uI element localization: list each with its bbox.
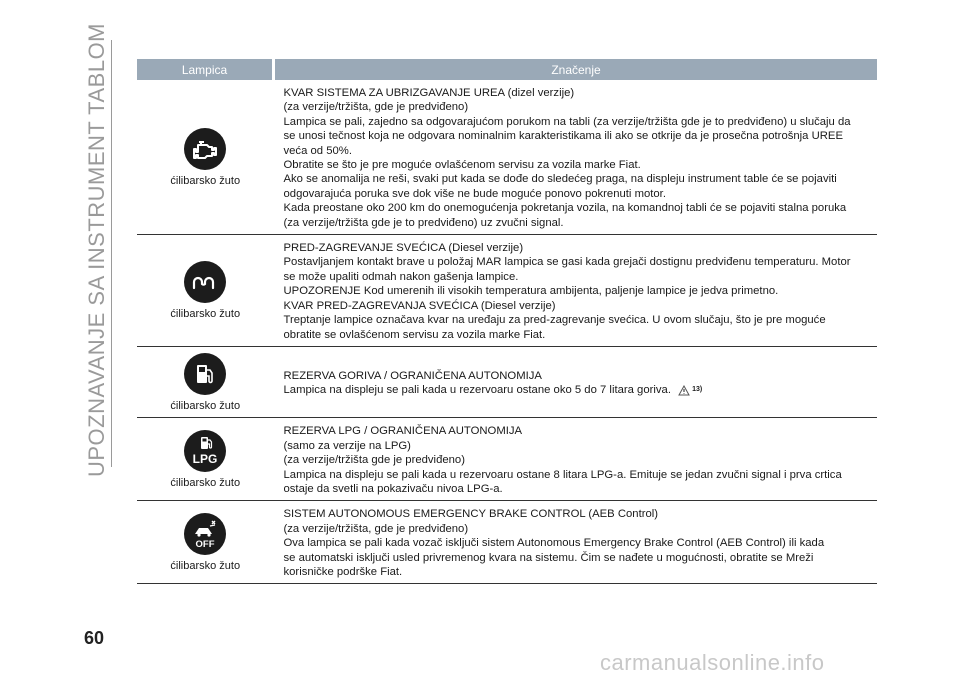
meaning-line: Lampica na displeju se pali kada u rezervoaru ostane 8 litara LPG-a. Emituje se jedan zvučni signal i prva crtica — [283, 468, 842, 481]
table-header-row — [137, 59, 877, 80]
meaning-line: ostaje da svetli na pokazivaču nivoa LPG-a. — [283, 482, 503, 495]
meaning-line: UPOZORENJE Kod umerenih ili visokih temperatura ambijenta, paljenje lampice je jedva primetno. — [283, 285, 779, 298]
lamp-color-label: ćilibarsko žuto — [170, 399, 241, 412]
meaning-line: veća od 50%. — [283, 144, 352, 157]
meaning-line: Kada preostane oko 200 km do onemogućenja pokretanja vozila, na komandnoj tabli će se pojaviti stalna poruka — [283, 202, 847, 215]
table-row — [137, 501, 877, 584]
engine-check-icon — [184, 128, 226, 170]
lamp-cell — [137, 346, 274, 417]
meaning-line: se može upaliti odmah nakon gašenja lampice. — [283, 270, 519, 283]
aeb-icon-text: OFF — [195, 539, 215, 551]
meaning-cell — [274, 235, 878, 347]
meaning-line: Postavljanjem kontakt brave u položaj MAR lampica se gasi kada grejači dostignu predviđenu temperaturu. Motor — [283, 256, 851, 269]
footnote-reference[interactable]: 13) — [692, 386, 703, 394]
table-row — [137, 235, 877, 347]
meaning-line: se unosi tečnost koja ne odgovara nominalnim karakteristikama ili ako se otkrije da je prosečna potrošnja UREE — [283, 130, 843, 143]
meaning-title: REZERVA LPG / OGRANIČENA AUTONOMIJA — [283, 425, 523, 438]
meaning-line-text: Lampica na displeju se pali kada u rezervoaru ostane oko 5 do 7 litara goriva. — [283, 384, 671, 397]
glow-plug-icon — [184, 261, 226, 303]
meaning-line: (za verzije/tržišta gde je to predviđeno) uz zvučni signal. — [283, 216, 564, 229]
meaning-line: (samo za verzije na LPG) — [283, 439, 411, 452]
meaning-line: korisničke podrške Fiat. — [283, 565, 403, 578]
meaning-line: Ova lampica se pali kada vozač isključi sistem Autonomous Emergency Brake Control (AEB Control) ili kada — [283, 537, 825, 550]
lamp-cell — [137, 80, 274, 235]
lamp-color-label: ćilibarsko žuto — [170, 560, 241, 573]
page-number: 60 — [84, 628, 105, 648]
lamp-color-label: ćilibarsko žuto — [170, 477, 241, 490]
lpg-icon — [184, 430, 226, 472]
warning-triangle-icon — [678, 385, 690, 396]
meaning-title: REZERVA GORIVA / OGRANIČENA AUTONOMIJA — [283, 369, 542, 382]
meaning-line: (za verzije/tržišta gde je predviđeno) — [283, 454, 465, 467]
warning-lights-table — [137, 59, 877, 584]
table-row — [137, 418, 877, 501]
meaning-cell — [274, 501, 878, 584]
meaning-line: obratite se ovlašćenom servisu za vozila marke Fiat. — [283, 328, 546, 341]
meaning-line: (za verzije/tržišta, gde je predviđeno) — [283, 101, 469, 114]
aeb-off-icon — [184, 513, 226, 555]
chapter-divider — [111, 40, 112, 467]
table-row — [137, 346, 877, 417]
header-znacenje: Značenje — [274, 59, 878, 80]
meaning-line: (za verzije/tržišta, gde je predviđeno) — [283, 522, 469, 535]
meaning-cell — [274, 80, 878, 235]
meaning-line: Treptanje lampice označava kvar na uređaju za pred-zagrevanje svećica. U ovom slučaju, što je pre moguće — [283, 314, 826, 327]
meaning-line: se automatski isključi usled privremenog kvara na sistemu. Čim se nađete u mogućnosti, obratite se Mreži — [283, 551, 814, 564]
lamp-cell — [137, 418, 274, 501]
lamp-cell — [137, 501, 274, 584]
meaning-title: PRED-ZAGREVANJE SVEĆICA (Diesel verzije) — [283, 242, 524, 255]
meaning-title: SISTEM AUTONOMOUS EMERGENCY BRAKE CONTROL (AEB Control) — [283, 508, 659, 521]
watermark: carmanualsonline.info — [600, 650, 825, 675]
meaning-line: KVAR PRED-ZAGREVANJA SVEĆICA (Diesel verzije) — [283, 299, 556, 312]
meaning-title: KVAR SISTEMA ZA UBRIZGAVANJE UREA (dizel verzije) — [283, 87, 575, 99]
meaning-line: odgovarajuća poruka sve dok više ne bude moguće ponovo pokrenuti motor. — [283, 187, 666, 200]
lamp-color-label: ćilibarsko žuto — [170, 308, 241, 321]
meaning-cell — [274, 418, 878, 501]
chapter-title — [82, 22, 112, 478]
header-lampica: Lampica — [137, 59, 274, 80]
meaning-cell — [274, 346, 878, 417]
table-row — [137, 80, 877, 235]
meaning-line: Ako se anomalija ne reši, svaki put kada se dođe do sledećeg praga, na displeju instrument table će se pojaviti — [283, 173, 837, 186]
meaning-line: Lampica se pali, zajedno sa odgovarajućom porukom na tabli (za verzije/tržišta gde je to predviđeno) u slučaju da — [283, 115, 851, 128]
lpg-icon-text: LPG — [192, 452, 218, 467]
lamp-color-label: ćilibarsko žuto — [170, 174, 241, 187]
meaning-line: Obratite se što je pre moguće ovlašćenom servisu za vozila marke Fiat. — [283, 159, 641, 172]
fuel-pump-icon — [184, 353, 226, 395]
chapter-title-text: UPOZNAVANJE SA INSTRUMENT TABLOM — [84, 22, 110, 478]
meaning-line — [284, 383, 878, 398]
lamp-cell — [137, 235, 274, 347]
